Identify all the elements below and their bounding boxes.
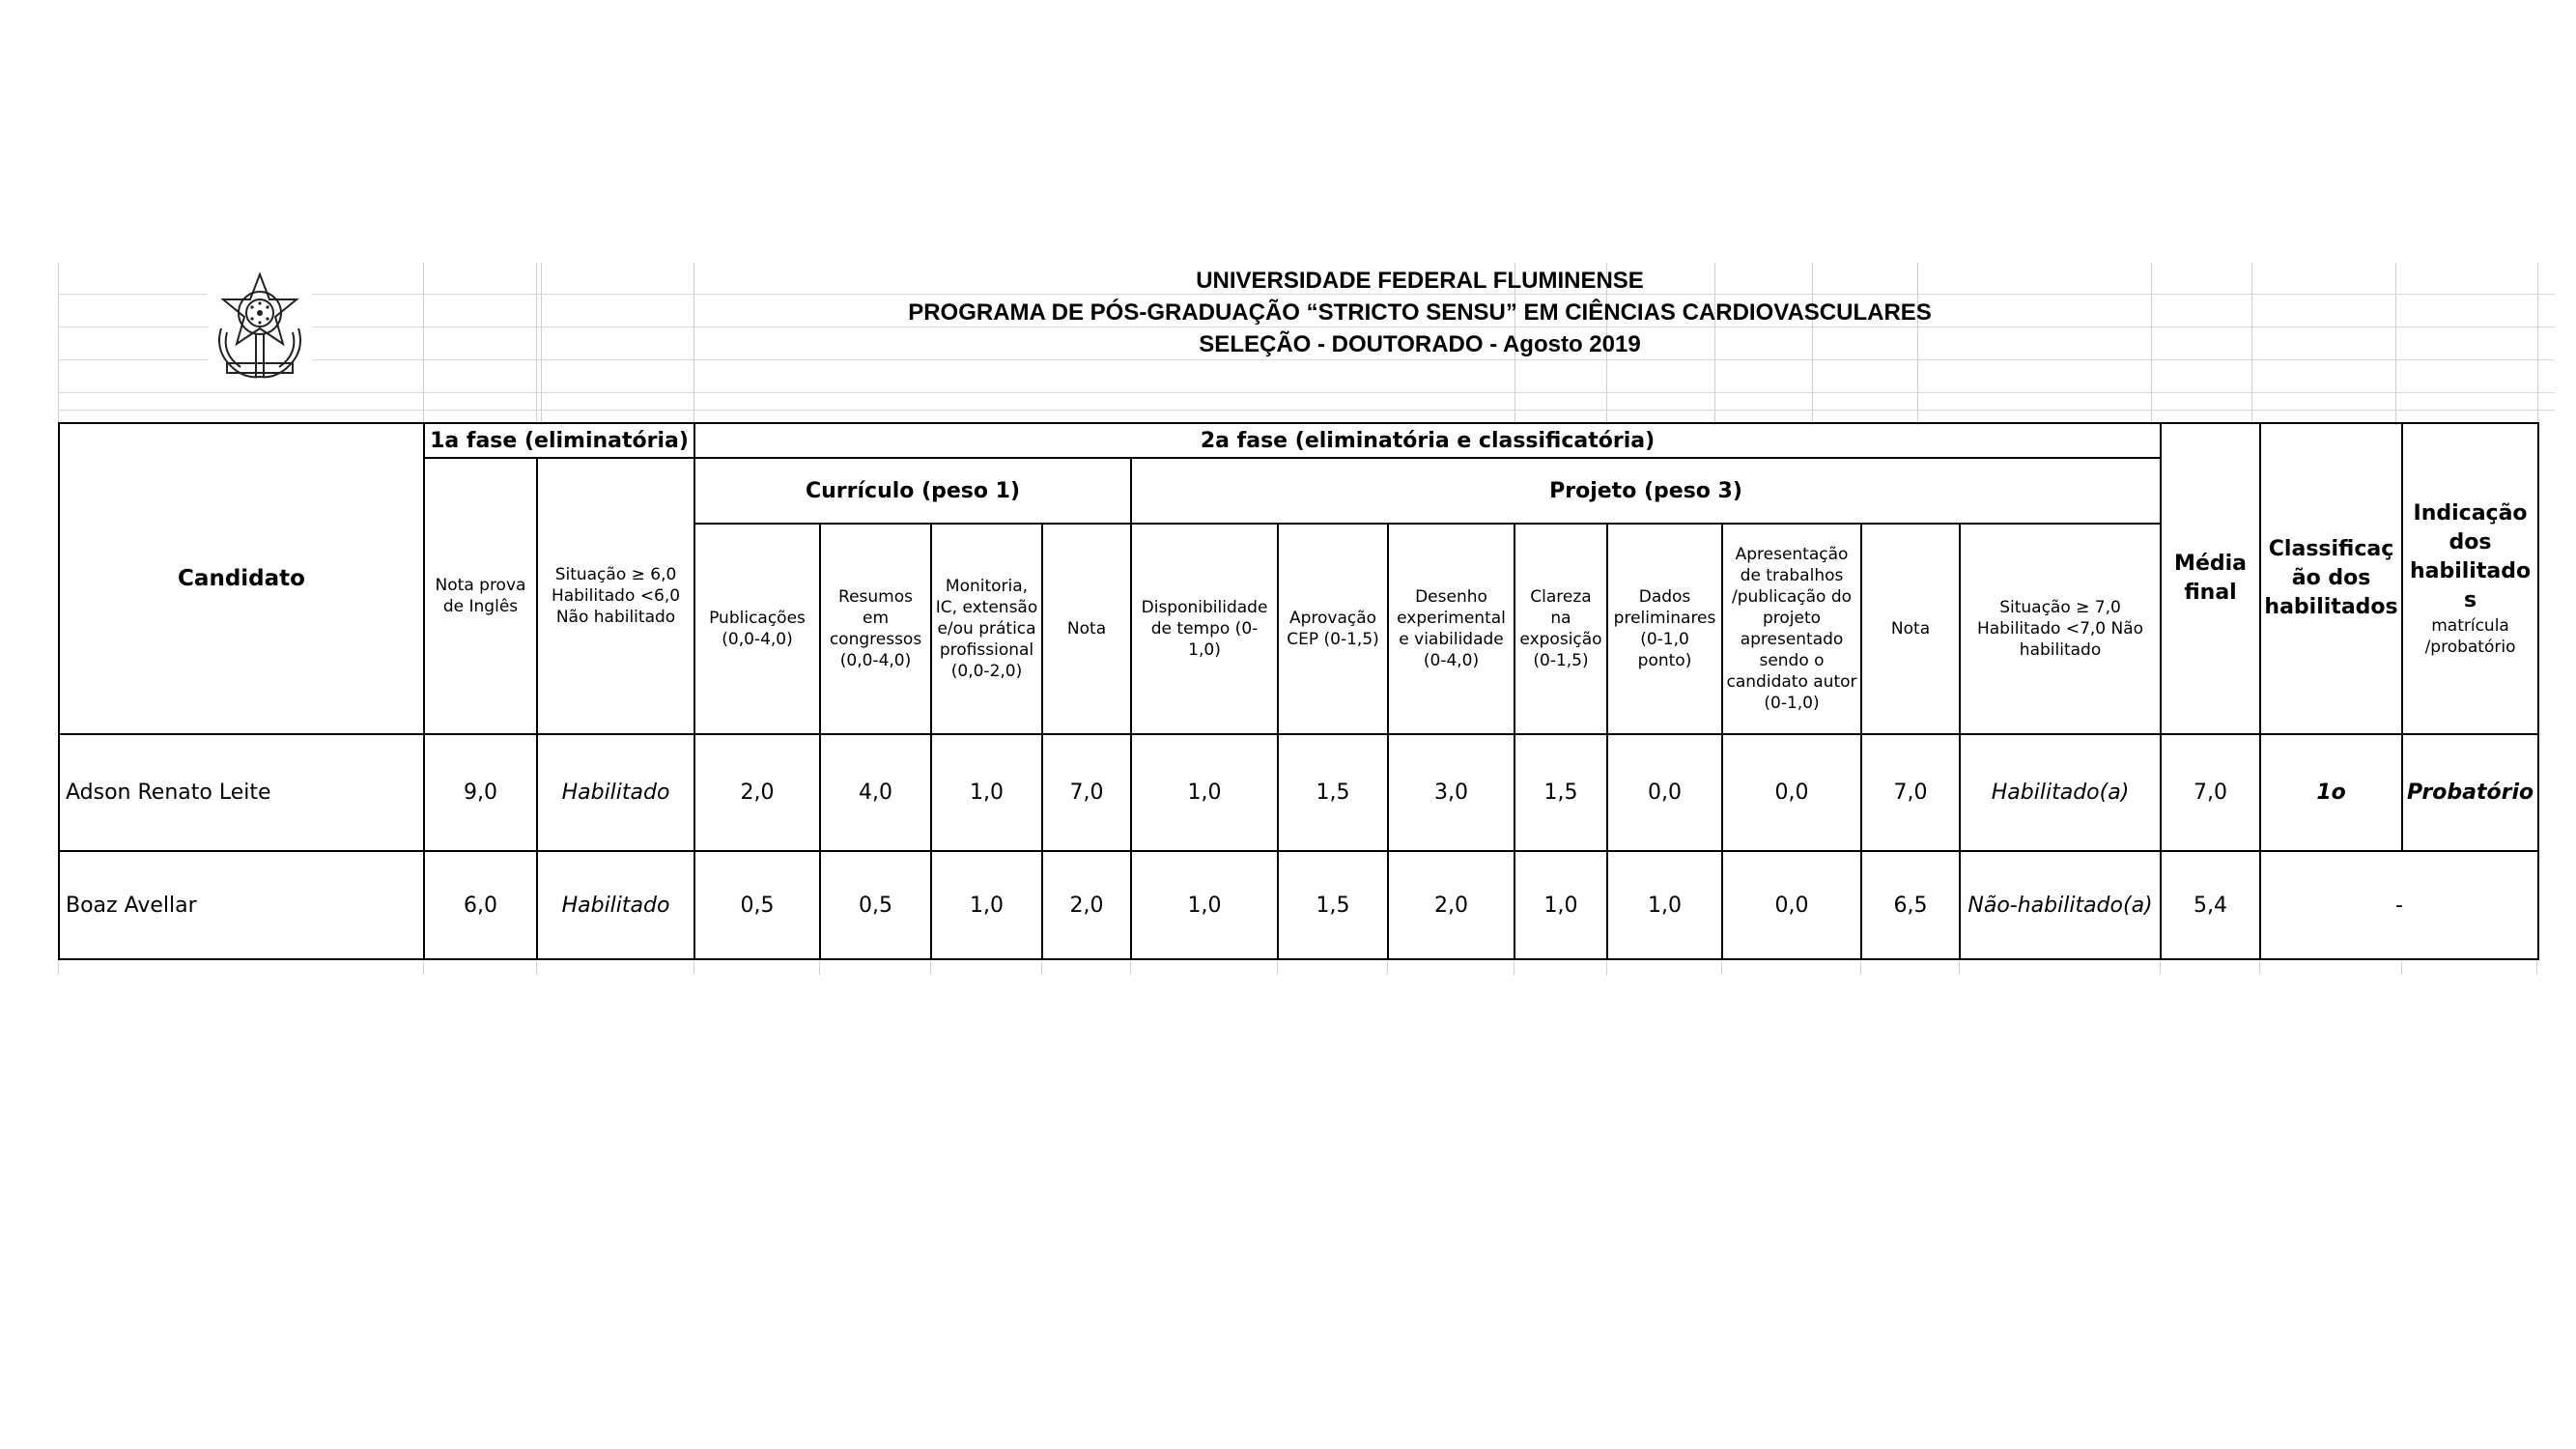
table-row [59,851,2538,959]
candidate-header: Candidato [59,423,424,734]
situacao1-cell: Habilitado [537,734,694,851]
dados-header: Dados preliminares (0-1,0 ponto) [1607,524,1722,734]
monitoria-cell: 1,0 [931,851,1042,959]
clareza-cell: 1,5 [1514,734,1607,851]
situacao1-header: Situação ≥ 6,0 Habilitado <6,0 Não habilitado [537,458,694,734]
resumos-header: Resumos em congressos (0,0-4,0) [820,524,931,734]
disponibilidade-cell: 1,0 [1131,851,1278,959]
nota-ingles-header: Nota prova de Inglês [424,458,537,734]
classificacao-header: Classificação dos habilitados [2260,423,2402,734]
dados-cell: 0,0 [1607,734,1722,851]
curriculo-header: Currículo (peso 1) [694,458,1131,524]
program-title: PROGRAMA DE PÓS-GRADUAÇÃO “STRICTO SENSU” EM CIÊNCIAS CARDIOVASCULARES [908,299,1932,326]
spreadsheet-grid-bottom [58,961,2555,975]
media-final-cell: 7,0 [2161,734,2260,851]
candidate-name: Boaz Avellar [59,851,424,959]
indicacao-cell: Probatório [2402,734,2538,851]
situacao1-cell: Habilitado [537,851,694,959]
candidate-name: Adson Renato Leite [59,734,424,851]
aprovacao-cell: 1,5 [1278,851,1388,959]
publicacoes-cell: 0,5 [694,851,820,959]
clareza-cell: 1,0 [1514,851,1607,959]
phase2-header: 2a fase (eliminatória e classificatória) [694,423,2161,458]
indicacao-title: Indicação dos habilitados [2409,501,2532,612]
results-table [58,422,2539,960]
publicacoes-header: Publicações (0,0-4,0) [694,524,820,734]
projeto-header: Projeto (peso 3) [1131,458,2161,524]
nota-projeto-cell: 6,5 [1861,851,1960,959]
indicacao-subtitle: matrícula /probatório [2424,616,2516,657]
desenho-cell: 3,0 [1388,734,1514,851]
apresentacao-cell: 0,0 [1722,851,1861,959]
university-title: UNIVERSIDADE FEDERAL FLUMINENSE [1196,268,1644,294]
clareza-header: Clareza na exposição (0-1,5) [1514,524,1607,734]
phase1-header: 1a fase (eliminatória) [424,423,694,458]
situacao2-cell: Habilitado(a) [1960,734,2161,851]
media-final-cell: 5,4 [2161,851,2260,959]
aprovacao-header: Aprovação CEP (0-1,5) [1278,524,1388,734]
situacao2-header: Situação ≥ 7,0 Habilitado <7,0 Não habilitado [1960,524,2161,734]
nota-curriculo-cell: 2,0 [1042,851,1131,959]
classificacao-indicacao-cell: - [2260,851,2538,959]
indicacao-header [2402,423,2538,734]
disponibilidade-header: Disponibilidade de tempo (0-1,0) [1131,524,1278,734]
apresentacao-header: Apresentação de trabalhos /publicação do projeto apresentado sendo o candidato autor (0-1,0) [1722,524,1861,734]
selection-title: SELEÇÃO - DOUTORADO - Agosto 2019 [1199,331,1641,357]
nota-projeto-header: Nota [1861,524,1960,734]
nota-curriculo-header: Nota [1042,524,1131,734]
nota-ingles-cell: 9,0 [424,734,537,851]
resumos-cell: 0,5 [820,851,931,959]
monitoria-header: Monitoria, IC, extensão e/ou prática profissional (0,0-2,0) [931,524,1042,734]
classificacao-cell: 1o [2260,734,2402,851]
publicacoes-cell: 2,0 [694,734,820,851]
table-row [59,734,2538,851]
nota-curriculo-cell: 7,0 [1042,734,1131,851]
document-header [676,265,2164,360]
dados-cell: 1,0 [1607,851,1722,959]
resumos-cell: 4,0 [820,734,931,851]
aprovacao-cell: 1,5 [1278,734,1388,851]
nota-projeto-cell: 7,0 [1861,734,1960,851]
monitoria-cell: 1,0 [931,734,1042,851]
media-final-header: Média final [2161,423,2260,734]
desenho-cell: 2,0 [1388,851,1514,959]
nota-ingles-cell: 6,0 [424,851,537,959]
disponibilidade-cell: 1,0 [1131,734,1278,851]
desenho-header: Desenho experimental e viabilidade (0-4,0) [1388,524,1514,734]
situacao2-cell: Não-habilitado(a) [1960,851,2161,959]
apresentacao-cell: 0,0 [1722,734,1861,851]
brasao-republica-icon [208,270,312,384]
